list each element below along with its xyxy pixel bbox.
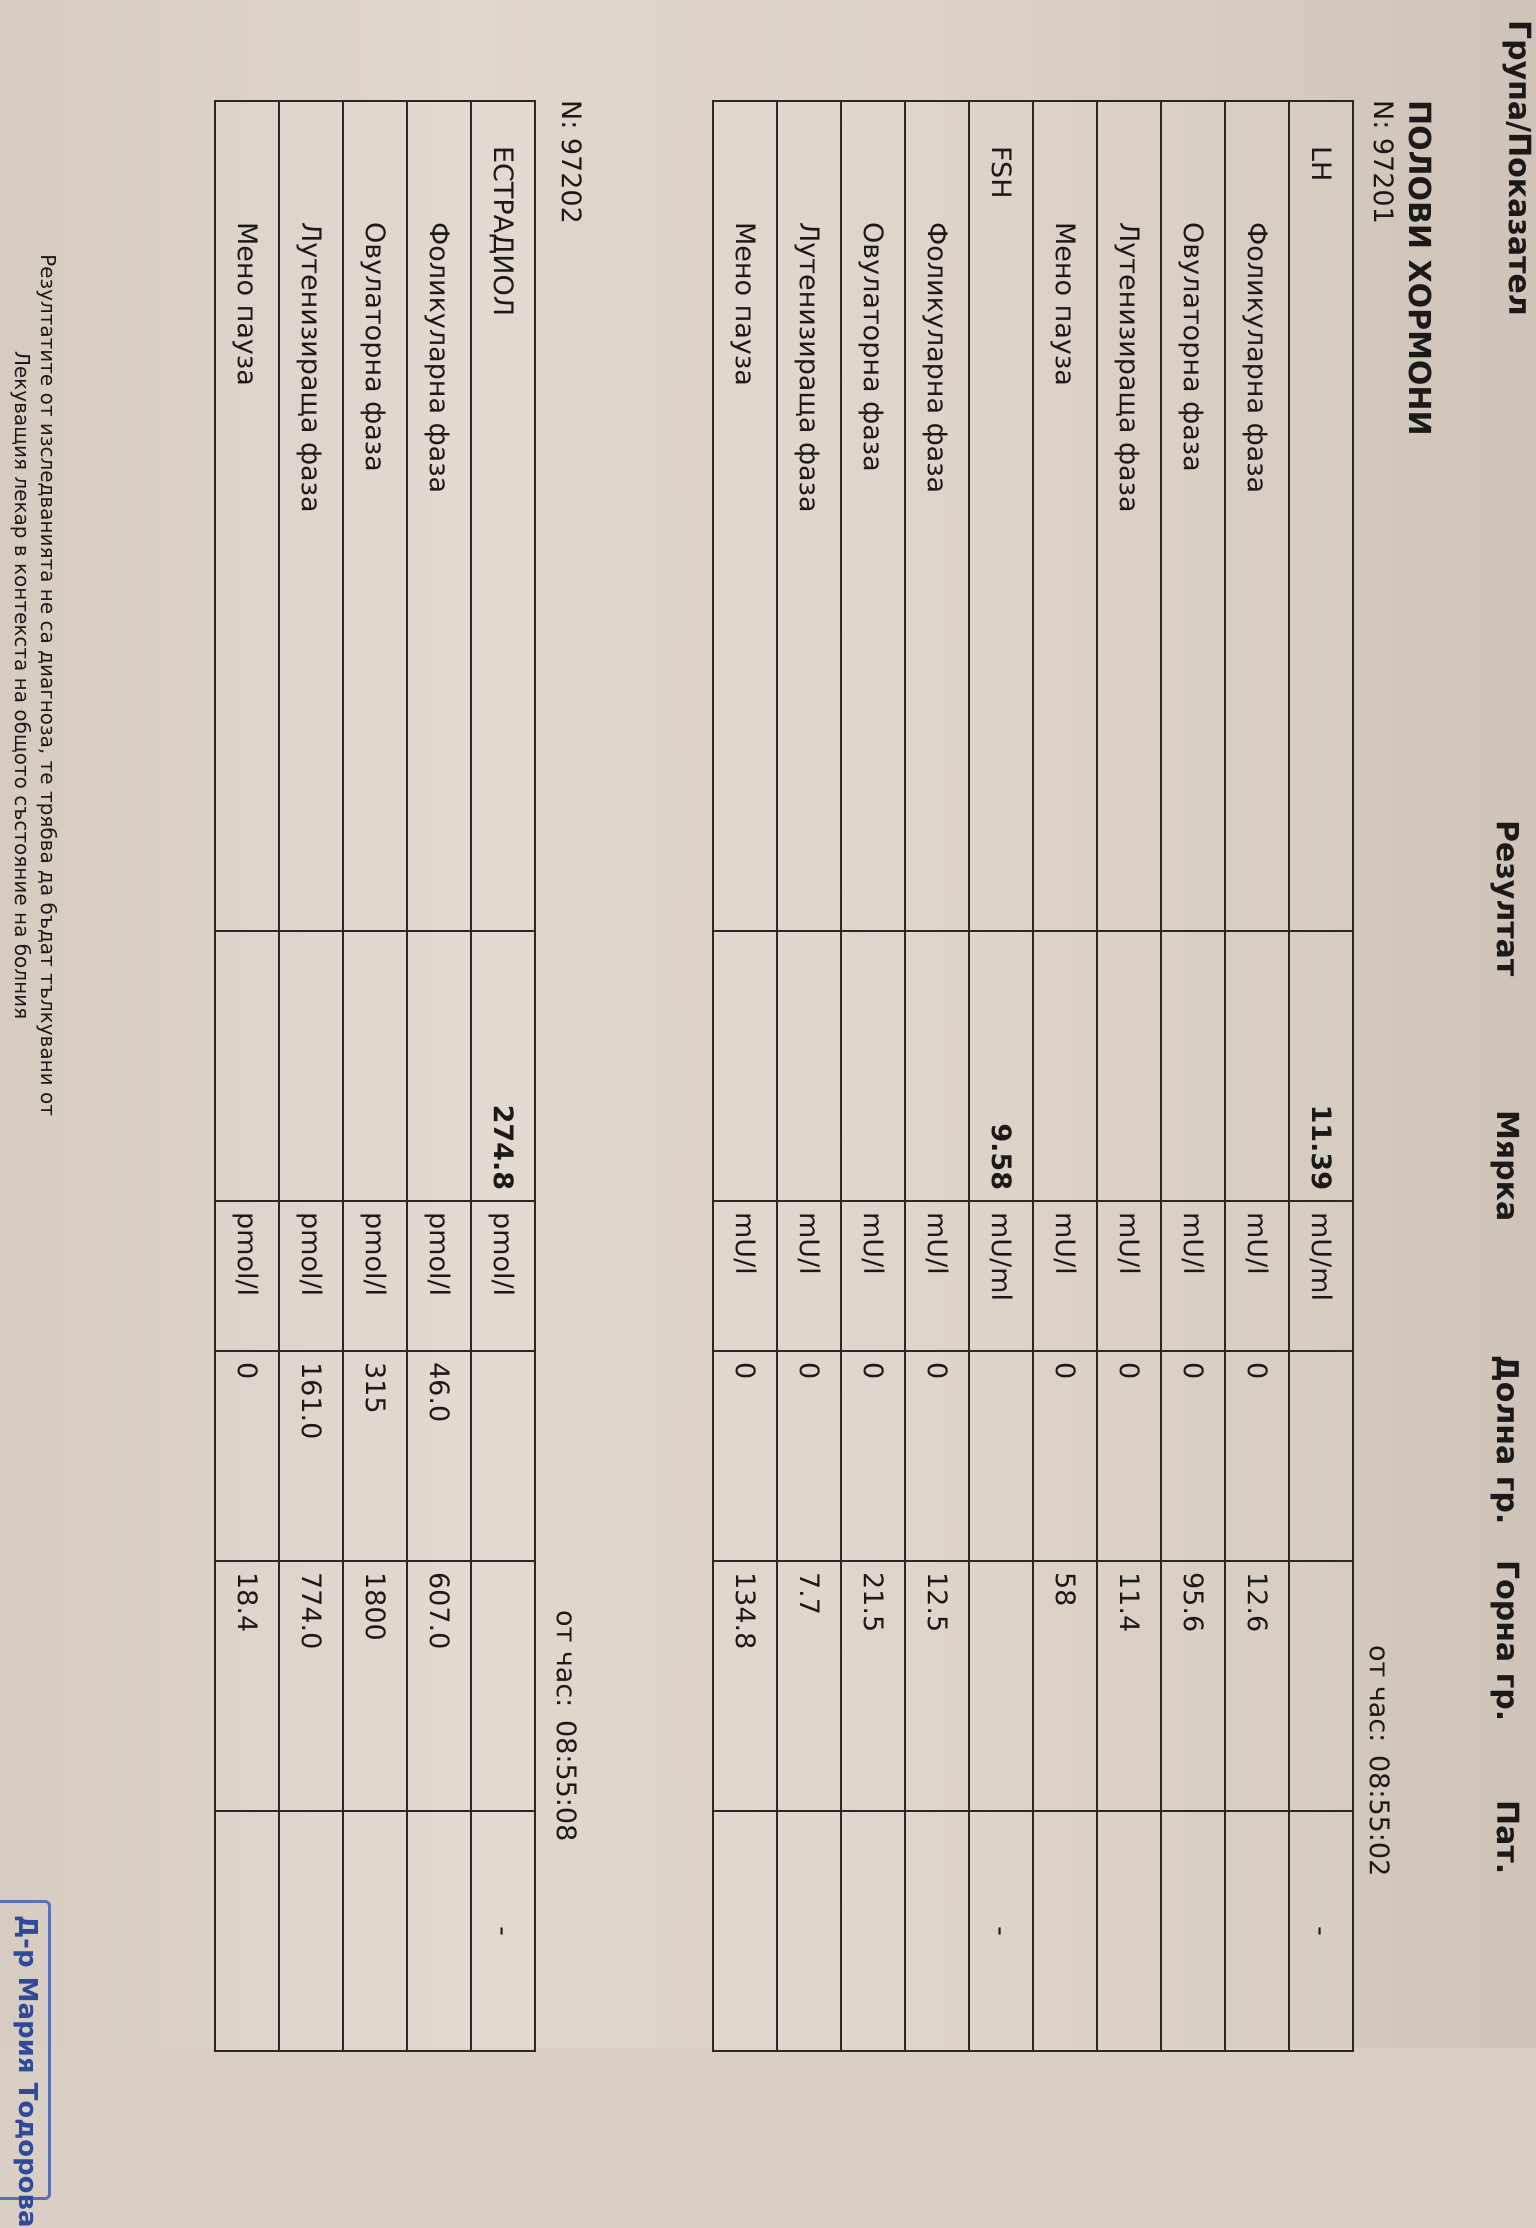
lower-limit [471, 1351, 535, 1561]
result-value [777, 931, 841, 1201]
time-value-2: 08:55:08 [550, 1720, 581, 1842]
analyte-name: Овулаторна фаза [343, 101, 407, 931]
table-row [279, 101, 343, 2051]
unit: mU/l [1225, 1201, 1289, 1351]
analyte-name: FSH [969, 101, 1033, 931]
upper-limit [471, 1561, 535, 1811]
pathology-flag [407, 1811, 471, 2051]
pathology-flag [713, 1811, 777, 2051]
pathology-flag: - [471, 1811, 535, 2051]
upper-limit: 1800 [343, 1561, 407, 1811]
header-lower-limit: Долна гр. [1489, 1355, 1524, 1525]
header-result: Резултат [1489, 820, 1524, 977]
pathology-flag: - [969, 1811, 1033, 2051]
lower-limit: 0 [1033, 1351, 1097, 1561]
analyte-name: Мено пауза [215, 101, 279, 931]
table-row [1289, 101, 1353, 2051]
unit: mU/l [1033, 1201, 1097, 1351]
table-row [905, 101, 969, 2051]
lower-limit: 0 [215, 1351, 279, 1561]
results-table-1 [712, 100, 1354, 2052]
results-table-2 [214, 100, 536, 2052]
upper-limit: 774.0 [279, 1561, 343, 1811]
upper-limit: 7.7 [777, 1561, 841, 1811]
analyte-name: Овулаторна фаза [841, 101, 905, 931]
result-value: 11.39 [1289, 931, 1353, 1201]
analyte-name: Мено пауза [713, 101, 777, 931]
upper-limit [969, 1561, 1033, 1811]
pathology-flag [343, 1811, 407, 2051]
analyte-name: Фоликуларна фаза [1225, 101, 1289, 931]
time-label-1: от час: [1363, 1645, 1394, 1743]
lower-limit: 0 [1225, 1351, 1289, 1561]
result-value [279, 931, 343, 1201]
analyte-name: Фоликуларна фаза [905, 101, 969, 931]
result-value [1033, 931, 1097, 1201]
result-value [343, 931, 407, 1201]
table-row [713, 101, 777, 2051]
unit: mU/l [713, 1201, 777, 1351]
pathology-flag: - [1289, 1811, 1353, 2051]
lower-limit: 315 [343, 1351, 407, 1561]
result-value [1161, 931, 1225, 1201]
group-title: ПОЛОВИ ХОРМОНИ [1401, 100, 1436, 436]
analyte-name: Лутенизираща фаза [1097, 101, 1161, 931]
pathology-flag [1225, 1811, 1289, 2051]
unit: pmol/l [279, 1201, 343, 1351]
lower-limit: 0 [1097, 1351, 1161, 1561]
doctor-stamp: Д-р Мария Тодорова [0, 1900, 51, 2200]
lower-limit: 161.0 [279, 1351, 343, 1561]
table-row [841, 101, 905, 2051]
sample-number-2: N: 97202 [555, 100, 586, 224]
lower-limit [1289, 1351, 1353, 1561]
analyte-name: Фоликуларна фаза [407, 101, 471, 931]
result-value [1225, 931, 1289, 1201]
unit: pmol/l [471, 1201, 535, 1351]
lower-limit [969, 1351, 1033, 1561]
analyte-name: LH [1289, 101, 1353, 931]
upper-limit: 21.5 [841, 1561, 905, 1811]
table-row [343, 101, 407, 2051]
table-row [1097, 101, 1161, 2051]
lower-limit: 0 [905, 1351, 969, 1561]
table-row [471, 101, 535, 2051]
unit: mU/l [905, 1201, 969, 1351]
table-row [1225, 101, 1289, 2051]
upper-limit: 58 [1033, 1561, 1097, 1811]
result-value [713, 931, 777, 1201]
result-value [905, 931, 969, 1201]
pathology-flag [1097, 1811, 1161, 2051]
table-row [215, 101, 279, 2051]
upper-limit: 18.4 [215, 1561, 279, 1811]
upper-limit: 607.0 [407, 1561, 471, 1811]
upper-limit: 95.6 [1161, 1561, 1225, 1811]
header-unit: Мярка [1489, 1110, 1524, 1222]
table-row [407, 101, 471, 2051]
pathology-flag [841, 1811, 905, 2051]
result-value [407, 931, 471, 1201]
upper-limit: 12.6 [1225, 1561, 1289, 1811]
result-value [215, 931, 279, 1201]
pathology-flag [1033, 1811, 1097, 2051]
result-value [1097, 931, 1161, 1201]
table-row [1033, 101, 1097, 2051]
header-upper-limit: Горна гр. [1489, 1560, 1524, 1722]
lower-limit: 46.0 [407, 1351, 471, 1561]
pathology-flag [905, 1811, 969, 2051]
unit: mU/l [1161, 1201, 1225, 1351]
disclaimer-line-2: Лекуващия лекар в контекста на общото състояние на болния [10, 350, 34, 1020]
upper-limit: 134.8 [713, 1561, 777, 1811]
upper-limit [1289, 1561, 1353, 1811]
unit: pmol/l [407, 1201, 471, 1351]
analyte-name: Овулаторна фаза [1161, 101, 1225, 931]
table-row [1161, 101, 1225, 2051]
time-label-2: от час: [550, 1610, 581, 1708]
sample-number-1: N: 97201 [1367, 100, 1398, 224]
unit: mU/l [1097, 1201, 1161, 1351]
analyte-name: Мено пауза [1033, 101, 1097, 931]
unit: pmol/l [343, 1201, 407, 1351]
lower-limit: 0 [841, 1351, 905, 1561]
result-value: 9.58 [969, 931, 1033, 1201]
pathology-flag [777, 1811, 841, 2051]
pathology-flag [215, 1811, 279, 2051]
analyte-name: Лутенизираща фаза [279, 101, 343, 931]
upper-limit: 11.4 [1097, 1561, 1161, 1811]
header-pathology: Пат. [1489, 1800, 1524, 1875]
unit: mU/l [841, 1201, 905, 1351]
disclaimer-footer [9, 0, 61, 1370]
analyte-name: ЕСТРАДИОЛ [471, 101, 535, 931]
analyte-name: Лутенизираща фаза [777, 101, 841, 931]
lower-limit: 0 [713, 1351, 777, 1561]
table-row [777, 101, 841, 2051]
table-row [969, 101, 1033, 2051]
pathology-flag [279, 1811, 343, 2051]
unit: mU/l [777, 1201, 841, 1351]
lower-limit: 0 [777, 1351, 841, 1561]
upper-limit: 12.5 [905, 1561, 969, 1811]
time-value-1: 08:55:02 [1363, 1755, 1394, 1877]
pathology-flag [1161, 1811, 1225, 2051]
unit: mU/ml [969, 1201, 1033, 1351]
result-value [841, 931, 905, 1201]
lower-limit: 0 [1161, 1351, 1225, 1561]
header-indicator: Група/Показател [1501, 20, 1536, 316]
disclaimer-line-1: Резултатите от изследванията не са диагноза, те трябва да бъдат тълкувани от [36, 254, 60, 1116]
result-value: 274.8 [471, 931, 535, 1201]
unit: mU/ml [1289, 1201, 1353, 1351]
unit: pmol/l [215, 1201, 279, 1351]
